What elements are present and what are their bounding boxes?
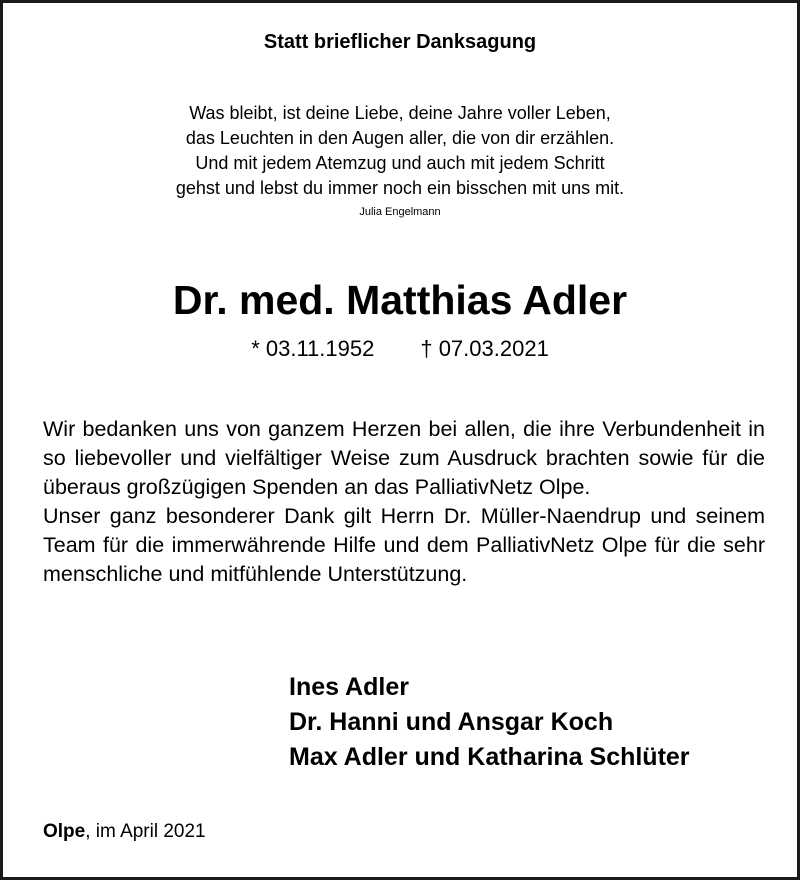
poem	[3, 101, 797, 201]
signatures	[289, 670, 690, 775]
signature-name: Ines Adler	[289, 673, 409, 701]
poem-line: Was bleibt, ist deine Liebe, deine Jahre voller Leben,	[189, 103, 611, 123]
deceased-name: Dr. med. Matthias Adler	[172, 277, 628, 323]
life-dates	[3, 336, 797, 362]
thank-you-message	[43, 415, 765, 589]
message-paragraph-2: Unser ganz besonderer Dank gilt Herrn Dr. Müller-Naendrup und seinem Team für die immerwährende Hilfe und dem PalliativNetz Olpe für die sehr menschliche und mitfühlende Unterstützung.	[43, 504, 765, 586]
birth-date: * 03.11.1952	[251, 336, 375, 361]
poem-author: Julia Engelmann	[359, 206, 441, 218]
message-paragraph-1: Wir bedanken uns von ganzem Herzen bei allen, die ihre Verbundenheit in so liebevoller und vielfältiger Weise zum Ausdruck brachten sowie für die überaus großzügigen Spenden an das PalliativNetz Olpe.	[43, 417, 765, 499]
poem-line: gehst und lebst du immer noch ein bisschen mit uns mit.	[175, 178, 625, 198]
poem-line: Und mit jedem Atemzug und auch mit jedem Schritt	[195, 153, 605, 173]
notice-date: , im April 2021	[85, 821, 206, 842]
death-date: † 07.03.2021	[420, 336, 549, 361]
place-date	[43, 821, 206, 843]
notice-heading: Statt brieflicher Danksagung	[263, 31, 537, 53]
poem-line: das Leuchten in den Augen aller, die von dir erzählen.	[185, 128, 615, 148]
signature-name: Dr. Hanni und Ansgar Koch	[289, 708, 614, 736]
place-name: Olpe	[43, 821, 86, 842]
signature-name: Max Adler und Katharina Schlüter	[289, 743, 690, 771]
